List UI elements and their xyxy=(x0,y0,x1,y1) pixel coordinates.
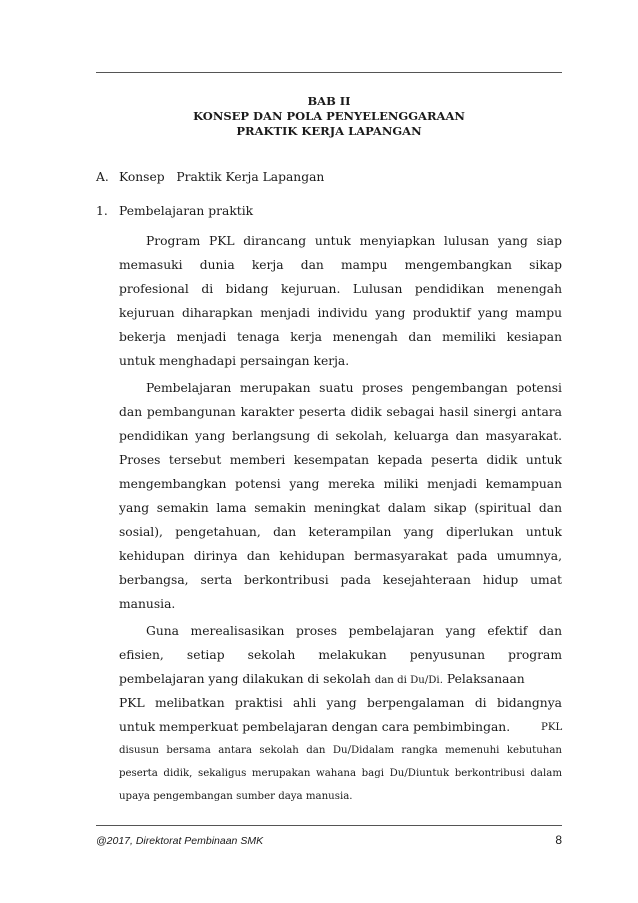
para1-line: kejuruan diharapkan menjadi individu yang produktif yang mampu xyxy=(119,306,562,320)
para3-text: Pelaksanaan xyxy=(442,672,525,686)
subsection-1-marker: 1. xyxy=(96,204,108,218)
para3-text-small: PKL xyxy=(541,722,563,733)
para1-line: memasuki dunia kerja dan mampu mengembangkan sikap xyxy=(119,258,562,272)
para1-line: bekerja menjadi tenaga kerja menengah dan memiliki kesiapan xyxy=(119,330,562,344)
para2-line: Pembelajaran merupakan suatu proses pengembangan potensi xyxy=(146,381,562,395)
section-a-title: Konsep Praktik Kerja Lapangan xyxy=(119,170,325,184)
para3-text-small: dan di Du/Di. xyxy=(374,675,443,686)
para1-line: profesional di bidang kejuruan. Lulusan pendidikan menengah xyxy=(119,282,562,296)
para3-line-small: upaya pengembangan sumber daya manusia. xyxy=(119,791,353,802)
para3-text: pembelajaran yang dilakukan di sekolah xyxy=(119,672,375,686)
chapter-number: BAB II xyxy=(307,94,351,108)
section-a-marker: A. xyxy=(96,170,109,184)
para3-line: Guna merealisasikan proses pembelajaran yang efektif dan xyxy=(146,624,562,638)
para2-line: berbangsa, serta berkontribusi pada kesejahteraan hidup umat xyxy=(119,573,562,587)
para3-line-small: disusun bersama antara sekolah dan Du/Didalam rangka memenuhi kebutuhan xyxy=(119,745,562,756)
para3-line-mixed xyxy=(119,672,562,686)
para2-line: kehidupan dirinya dan kehidupan bermasyarakat pada umumnya, xyxy=(119,549,562,563)
footer-rule xyxy=(96,825,562,826)
chapter-title-line-2: PRAKTIK KERJA LAPANGAN xyxy=(236,124,422,138)
page-number: 8 xyxy=(555,833,562,847)
para3-line: efisien, setiap sekolah melakukan penyusunan program xyxy=(119,648,562,662)
para2-line: sosial), pengetahuan, dan keterampilan yang diperlukan untuk xyxy=(119,525,562,539)
para2-line: Proses tersebut memberi kesempatan kepada peserta didik untuk xyxy=(119,453,562,467)
para2-line: mengembangkan potensi yang mereka miliki menjadi kemampuan xyxy=(119,477,562,491)
para1-line: untuk menghadapi persaingan kerja. xyxy=(119,354,350,368)
header-rule xyxy=(96,72,562,73)
para2-line: yang semakin lama semakin meningkat dalam sikap (spiritual dan xyxy=(119,501,562,515)
para3-line: untuk memperkuat pembelajaran dengan cara pembimbingan. xyxy=(119,720,511,734)
chapter-title-line-1: KONSEP DAN POLA PENYELENGGARAAN xyxy=(193,109,465,123)
subsection-1-title: Pembelajaran praktik xyxy=(119,204,254,218)
para2-line: manusia. xyxy=(119,597,176,611)
para3-line: PKL melibatkan praktisi ahli yang berpengalaman di bidangnya xyxy=(119,696,562,710)
footer-text: @2017, Direktorat Pembinaan SMK xyxy=(96,835,264,847)
para1-line: Program PKL dirancang untuk menyiapkan lulusan yang siap xyxy=(146,234,562,248)
para2-line: pendidikan yang berlangsung di sekolah, keluarga dan masyarakat. xyxy=(119,429,562,443)
para3-line-small: peserta didik, sekaligus merupakan wahana bagi Du/Diuntuk berkontribusi dalam xyxy=(119,768,562,779)
para2-line: dan pembangunan karakter peserta didik sebagai hasil sinergi antara xyxy=(119,405,562,419)
